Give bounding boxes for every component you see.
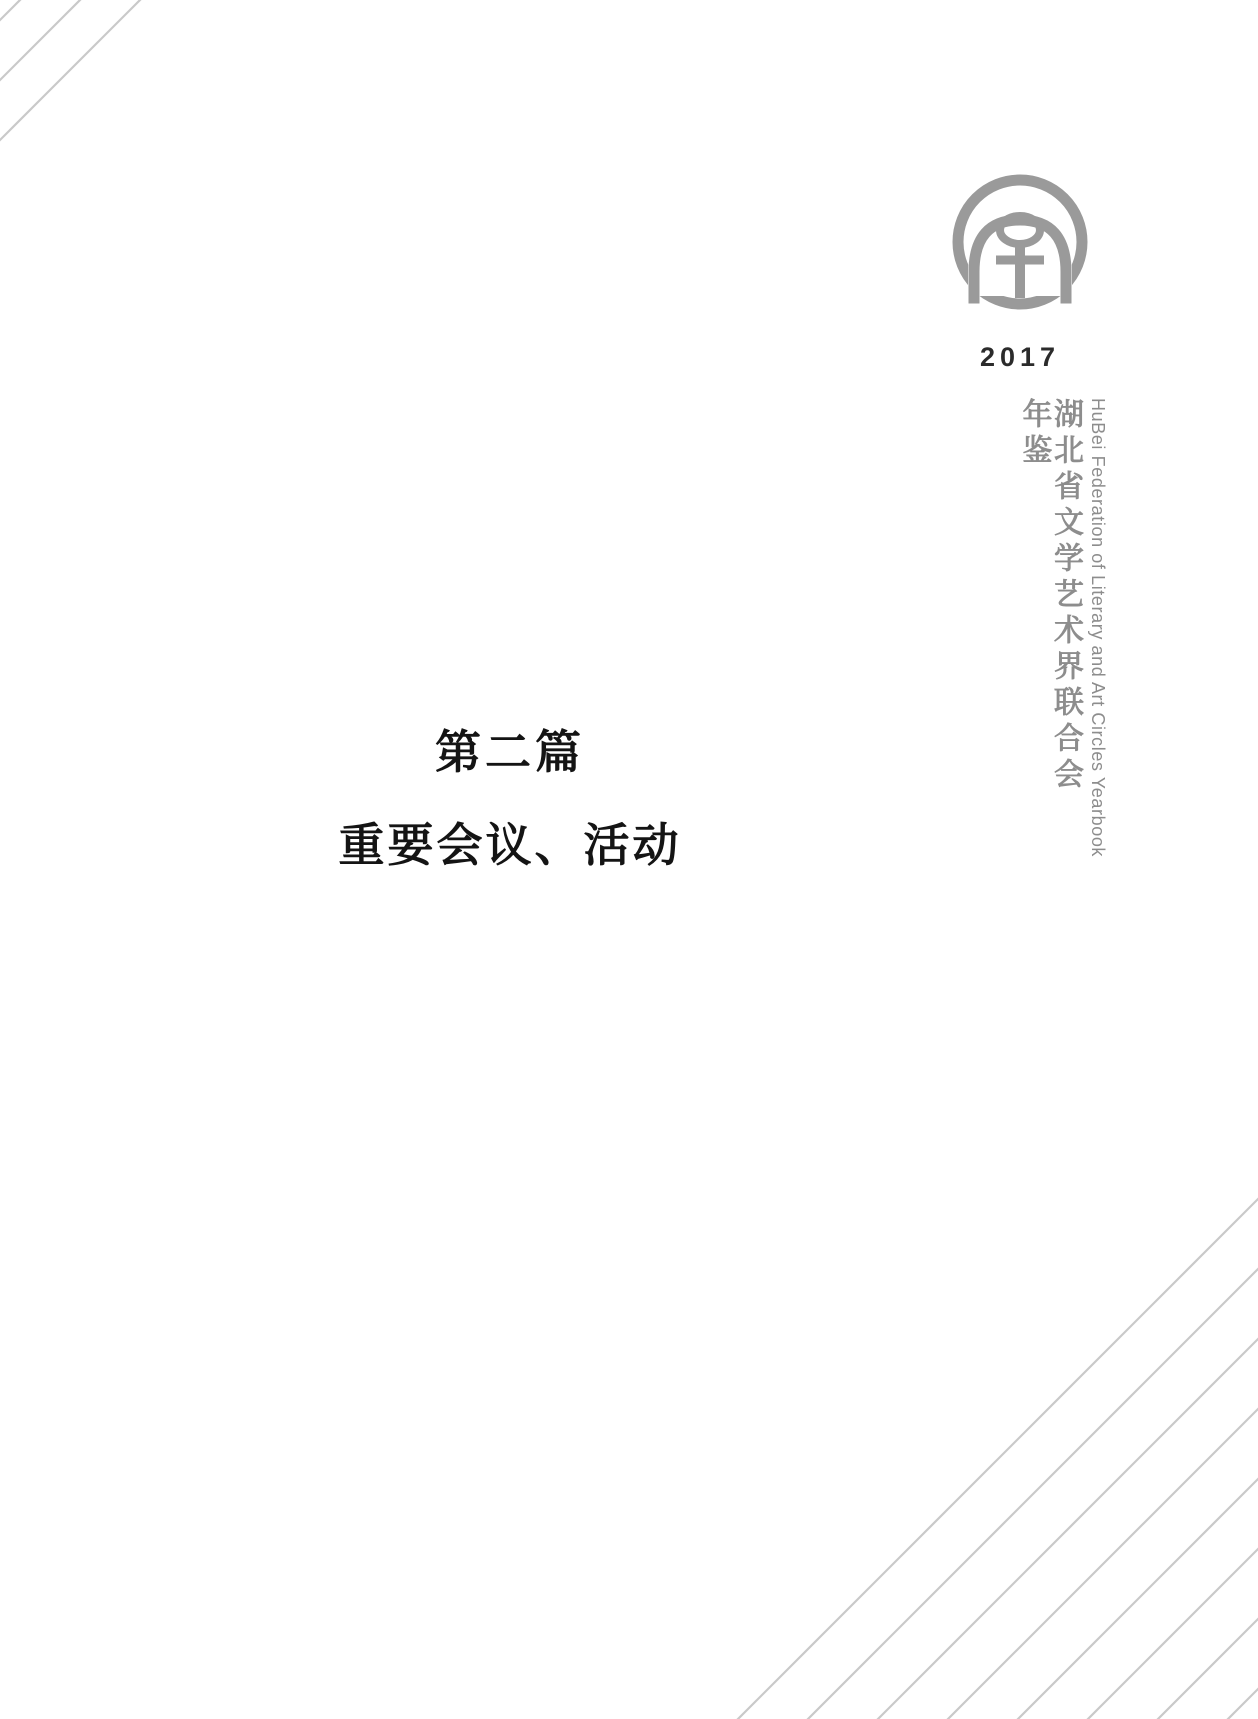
vertical-title-strip — [1018, 398, 1108, 958]
vertical-title-english: HuBei Federation of Literary and Art Circles Yearbook — [1088, 398, 1108, 858]
decorative-lines-bottom-right — [618, 939, 1258, 1719]
part-number: 第二篇 — [435, 725, 585, 779]
hubei-federation-emblem-icon — [940, 168, 1100, 328]
emblem-year: 2017 — [979, 342, 1061, 372]
emblem-block — [930, 168, 1110, 373]
vertical-title-chinese: 湖北省文学艺术界联合会年鉴 — [1016, 398, 1083, 794]
decorative-lines-top-left — [0, 0, 400, 520]
part-name: 重要会议、活动 — [338, 818, 682, 873]
part-title-block — [300, 725, 720, 873]
